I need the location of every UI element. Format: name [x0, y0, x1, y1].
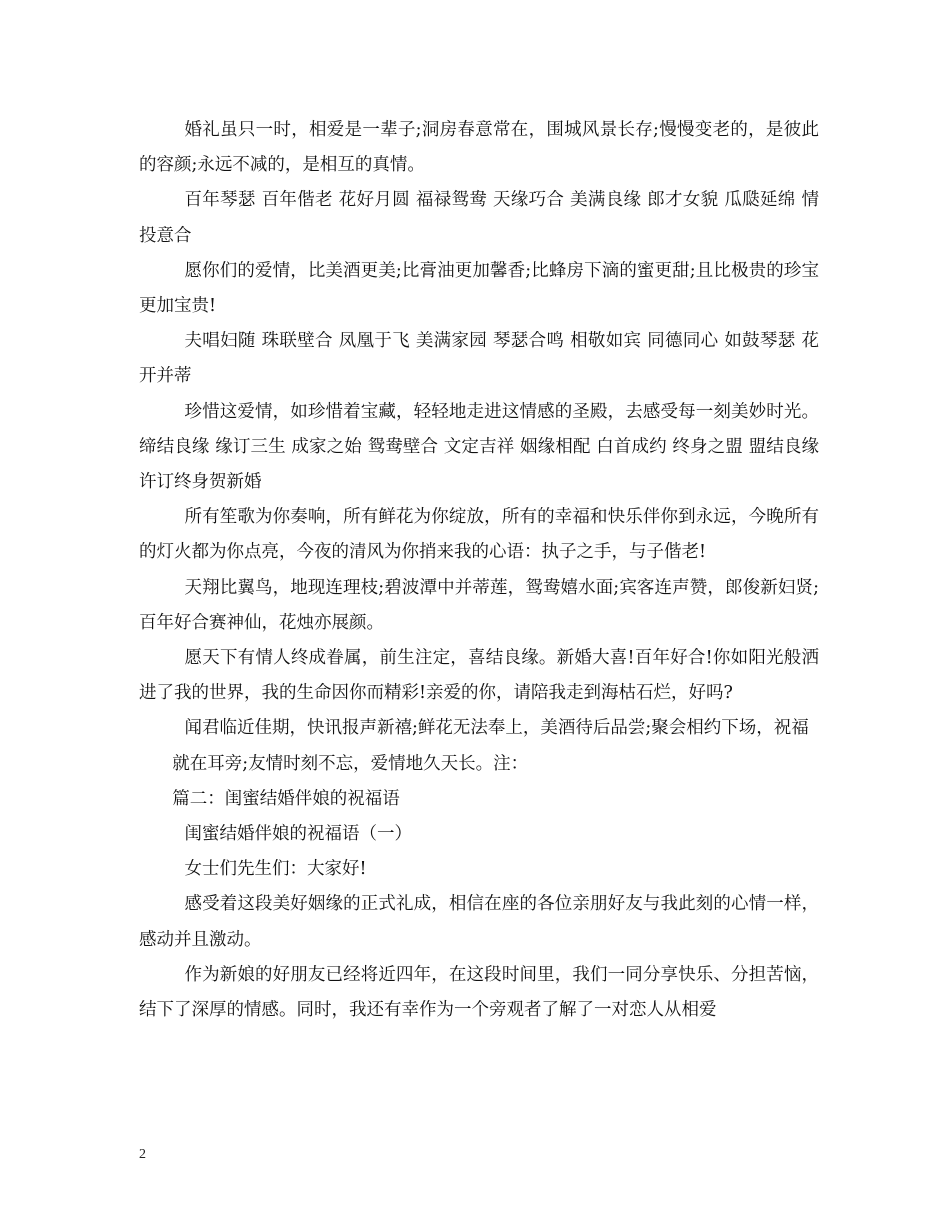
- paragraph: 百年琴瑟 百年偕老 花好月圆 福禄鸳鸯 天缘巧合 美满良缘 郎才女貌 瓜瓞延绵 情投意合: [139, 190, 819, 246]
- paragraph: 愿天下有情人终成眷属，前生注定，喜结良缘。新婚大喜!百年好合!你如阳光般洒进了我的世界，我的生命因你而精彩!亲爱的你，请陪我走到海枯石烂，好吗?: [139, 648, 819, 704]
- paragraph: 作为新娘的好朋友已经将近四年，在这段时间里，我们一同分享快乐、分担苦恼，结下了深厚的情感。同时，我还有幸作为一个旁观者了解了一对恋人从相爱: [139, 964, 819, 1021]
- paragraph: 所有笙歌为你奏响，所有鲜花为你绽放，所有的幸福和快乐伴你到永远，今晚所有的灯火都为你点亮，今夜的清风为你捎来我的心语：执子之手，与子偕老!: [139, 507, 819, 563]
- document-body: [139, 113, 819, 1028]
- paragraph: 天翔比翼鸟，地现连理枝;碧波潭中并蒂莲，鸳鸯嬉水面;宾客连声赞，郎俊新妇贤;百年好合赛神仙，花烛亦展颜。: [139, 577, 819, 633]
- paragraph: 珍惜这爱情，如珍惜着宝藏，轻轻地走进这情感的圣殿，去感受每一刻美妙时光。缔结良缘 缘订三生 成家之始 鸳鸯壁合 文定吉祥 姻缘相配 白首成约 终身之盟 盟结良缘 许订终身贺新婚: [139, 401, 819, 493]
- paragraph: 婚礼虽只一时，相爱是一辈子;洞房春意常在，围城风景长存;慢慢变老的，是彼此的容颜;永远不减的，是相互的真情。: [139, 120, 819, 176]
- page-number: 2: [139, 1147, 146, 1162]
- paragraph: 感受着这段美好姻缘的正式礼成，相信在座的各位亲朋好友与我此刻的心情一样，感动并且激动。: [139, 894, 819, 950]
- paragraph: 女士们先生们：大家好!: [184, 859, 367, 880]
- section-heading: 篇二：闺蜜结婚伴娘的祝福语: [172, 788, 400, 809]
- paragraph: 愿你们的爱情，比美酒更美;比膏油更加馨香;比蜂房下滴的蜜更甜;且比极贵的珍宝更加宝贵!: [139, 260, 819, 317]
- subsection-heading: 闺蜜结婚伴娘的祝福语（一）: [184, 824, 412, 845]
- paragraph: 夫唱妇随 珠联壁合 凤凰于飞 美满家园 琴瑟合鸣 相敬如宾 同德同心 如鼓琴瑟 花开并蒂: [139, 331, 819, 387]
- paragraph: 就在耳旁;友情时刻不忘，爱情地久天长。注：: [172, 753, 529, 774]
- paragraph: 闻君临近佳期，快讯报声新禧;鲜花无法奉上，美酒待后品尝;聚会相约下场，祝福: [184, 718, 809, 739]
